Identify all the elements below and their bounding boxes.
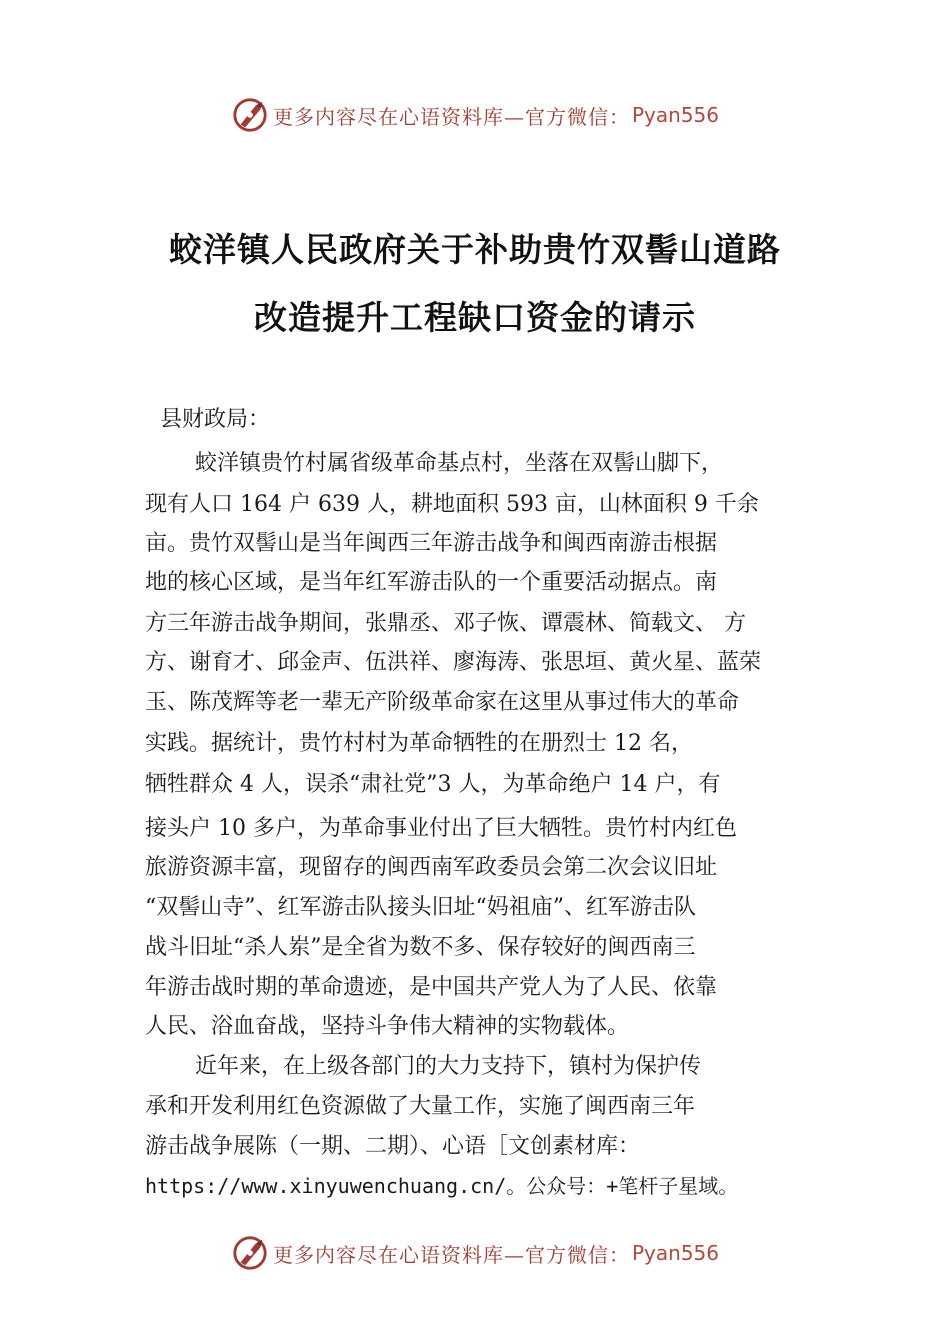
body-line: 接头户 10 多户，为革命事业付出了巨大牺牲。贵竹村内红色 (145, 816, 737, 841)
body-line: 地的核心区域，是当年红军游击队的一个重要活动据点。南 (145, 570, 718, 595)
salutation: 县财政局： (160, 407, 271, 432)
body-line: 承和开发利用红色资源做了大量工作，实施了闽西南三年 (145, 1094, 696, 1119)
body-line: 蛟洋镇贵竹村属省级革命基点村，坐落在双髻山脚下， (195, 451, 724, 476)
body-line: 实践。据统计，贵竹村村为革命牺牲的在册烈士 12 名， (145, 731, 693, 756)
banner-text: 更多内容尽在心语资料库—官方微信： (272, 1242, 630, 1267)
pen-nib-logo-icon (231, 1234, 269, 1272)
body-line: 玉、陈茂辉等老一辈无产阶级革命家在这里从事过伟大的革命 (145, 690, 740, 715)
body-line: 亩。贵竹双髻山是当年闽西三年游击战争和闽西南游击根据 (145, 531, 718, 556)
body-line: 牺牲群众 4 人，误杀“肃社党”3 人，为革命绝户 14 户，有 (145, 772, 721, 797)
banner-text: 更多内容尽在心语资料库—官方微信： (272, 104, 630, 129)
body-line: 游击战争展陈（一期、二期）、心语［文创素材库： (145, 1134, 641, 1159)
document-title-line-2: 改造提升工程缺口资金的请示 (254, 298, 696, 337)
body-line: 近年来，在上级各部门的大力支持下，镇村为保护传 (195, 1054, 702, 1079)
banner-wechat-id: Pyan556 (631, 1241, 719, 1265)
banner-wechat-id: Pyan556 (631, 103, 719, 127)
body-line: https://www.xinyuwenchuang.cn/。公众号：+笔杆子星域。 (145, 1174, 739, 1198)
footer-banner (0, 1233, 950, 1273)
body-line: 方三年游击战争期间，张鼎丞、邓子恢、谭震林、简载文、 方 (145, 611, 746, 636)
body-line: “双髻山寺”、红军游击队接头旧址“妈祖庙”、红军游击队 (145, 895, 696, 920)
body-line: 现有人口 164 户 639 人，耕地面积 593 亩，山林面积 9 千余 (145, 492, 759, 517)
body-line: 年游击战时期的革命遗迹，是中国共产党人为了人民、依靠 (145, 975, 718, 1000)
header-banner (0, 95, 950, 135)
pen-nib-logo-icon (231, 96, 269, 134)
body-line: 战斗旧址“杀人岽”是全省为数不多、保存较好的闽西南三 (145, 935, 696, 960)
body-line: 人民、浴血奋战，坚持斗争伟大精神的实物载体。 (145, 1014, 630, 1039)
document-title-line-1: 蛟洋镇人民政府关于补助贵竹双髻山道路 (169, 230, 781, 269)
body-line: 方、谢育才、邱金声、伍洪祥、廖海涛、张思垣、黄火星、蓝荣 (145, 650, 762, 675)
body-line: 旅游资源丰富，现留存的闽西南军政委员会第二次会议旧址 (145, 855, 718, 880)
